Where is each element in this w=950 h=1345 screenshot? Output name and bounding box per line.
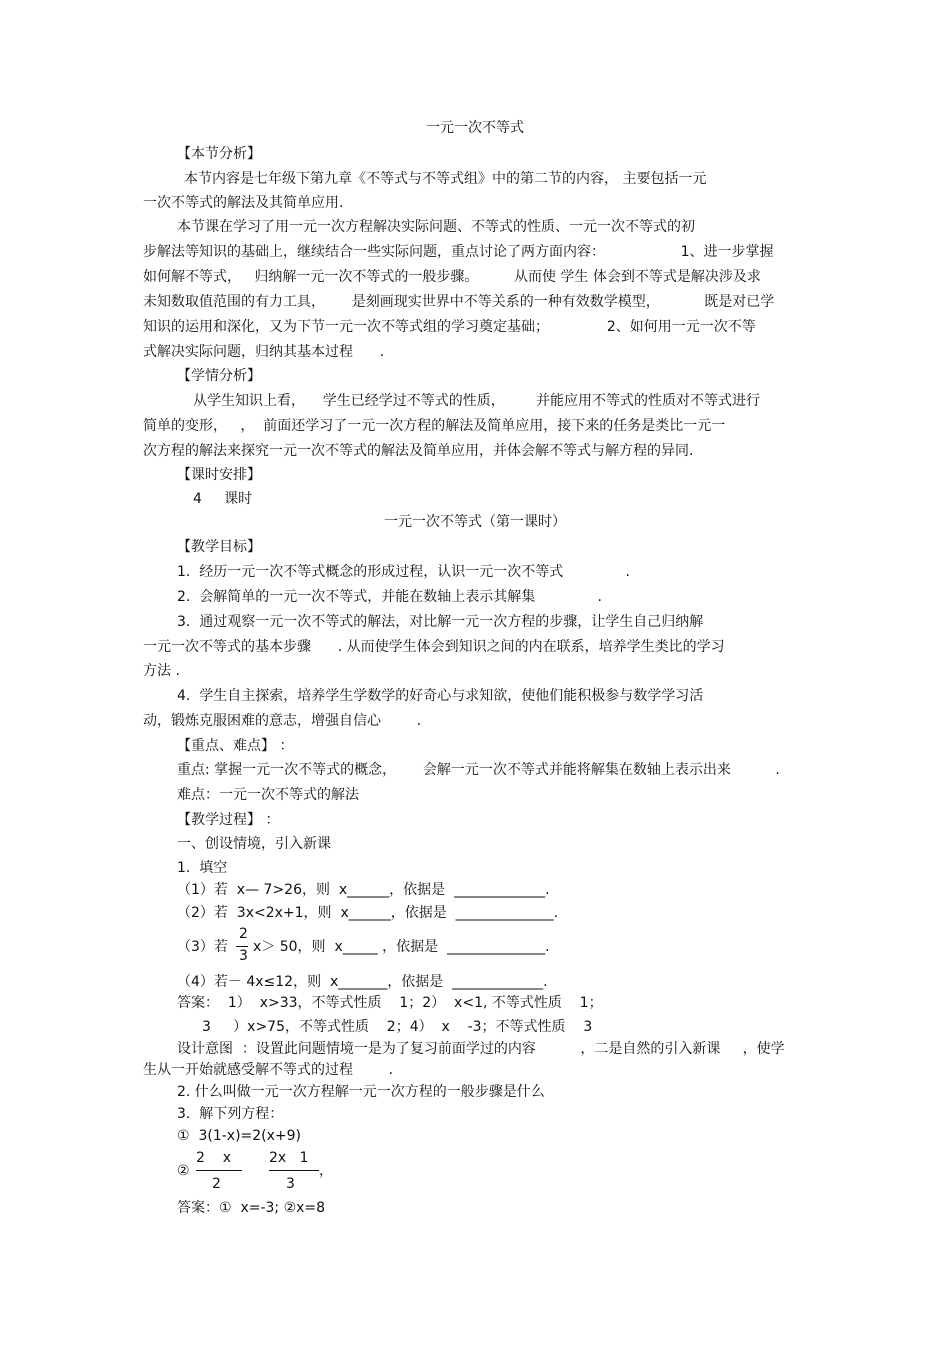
paragraph-line: 如何解不等式， 归纳解一元一次不等式的一般步骤。 从而使 学生 体会到不等式是解决涉及求 — [143, 269, 761, 285]
key-points-heading: 【重点、难点】 ： — [177, 738, 294, 754]
question-label: 1. 填空 — [177, 860, 228, 876]
lesson-title: 一元一次不等式（第一课时） — [384, 514, 566, 530]
paragraph-line: 简单的变形， ， 前面还学习了一元一次方程的解法及简单应用，接下来的任务是类比一元一 — [143, 418, 726, 434]
paragraph-line: 知识的运用和深化，又为下节一元一次不等式组的学习奠定基础； 2、如何用一元一次不等 — [143, 319, 756, 335]
fraction-numerator: 2 — [239, 926, 248, 942]
fraction-bar — [196, 1170, 242, 1171]
equation-tail: ， — [319, 1163, 333, 1179]
equation-item: ① 3(1-x)=2(x+9) — [177, 1128, 302, 1144]
process-part-title: 一、创设情境，引入新课 — [177, 836, 331, 852]
question-item: （2）若 3x<2x+1，则 x______，依据是 ______________. — [177, 905, 559, 921]
paragraph-line: 本节内容是七年级下第九章《不等式与不等式组》中的第二节的内容， 主要包括一元 — [184, 171, 707, 187]
paragraph-line: 一次不等式的解法及其简单应用. — [143, 195, 344, 211]
paragraph-line: 次方程的解法来探究一元一次不等式的解法及简单应用，并体会解不等式与解方程的异同. — [143, 443, 694, 459]
fraction-denominator: 3 — [286, 1176, 295, 1192]
fraction-numerator: 2 x — [196, 1150, 231, 1166]
schedule-heading: 【课时安排】 — [177, 467, 261, 483]
goal-item: 4. 学生自主探索，培养学生学数学的好奇心与求知欲，使他们能积极参与数学学习活 — [177, 688, 704, 704]
goal-item: 2. 会解简单的一元一次不等式，并能在数轴上表示其解集 . — [177, 589, 603, 605]
goal-item: 1. 经历一元一次不等式概念的形成过程，认识一元一次不等式 . — [177, 564, 631, 580]
goal-item: 一元一次不等式的基本步骤 . 从而使学生体会到知识之间的内在联系，培养学生类比的学习 — [143, 639, 725, 655]
question-item: 2. 什么叫做一元一次方程解一元一次方程的一般步骤是什么 — [177, 1084, 545, 1100]
goals-heading: 【教学目标】 — [177, 539, 261, 555]
equation-marker: ② — [177, 1163, 190, 1179]
student-analysis-heading: 【学情分析】 — [177, 368, 261, 384]
answer-line: 3 ）x>75，不等式性质 2；4） x -3；不等式性质 3 — [202, 1019, 593, 1035]
page-title: 一元一次不等式 — [426, 120, 524, 136]
goal-item: 动，锻炼克服困难的意志，增强自信心 . — [143, 713, 422, 729]
paragraph-line: 步解法等知识的基础上，继续结合一些实际问题，重点讨论了两方面内容： 1、进一步掌握 — [143, 244, 774, 260]
fraction-denominator: 3 — [239, 948, 248, 964]
design-intent-line: 设计意图 ：设置此问题情境一是为了复习前面学过的内容 ，二是自然的引入新课 ，使学 — [177, 1041, 785, 1057]
question-item-suffix: x＞ 50，则 x_____ ，依据是 ______________. — [253, 939, 550, 955]
fraction-bar — [236, 946, 248, 947]
goal-item: 3. 通过观察一元一次不等式的解法，对比解一元一次方程的步骤，让学生自己归纳解 — [177, 614, 704, 630]
paragraph-line: 本节课在学习了用一元一次方程解决实际问题、不等式的性质、一元一次不等式的初 — [177, 219, 695, 235]
paragraph-line: 未知数取值范围的有力工具， 是刻画现实世界中不等关系的一种有效数学模型， 既是对已学 — [143, 294, 775, 310]
paragraph-line: 式解决实际问题，归纳其基本过程 . — [143, 344, 385, 360]
answer-line: 答案： 1） x>33，不等式性质 1；2） x<1, 不等式性质 1； — [177, 995, 603, 1011]
section-analysis-heading: 【本节分析】 — [177, 146, 261, 162]
fraction-denominator: 2 — [212, 1176, 221, 1192]
question-item: （1）若 x— 7>26，则 x______，依据是 _____________. — [177, 882, 550, 898]
question-item: （4）若－ 4x≤12，则 x_______，依据是 _____________. — [177, 974, 548, 990]
key-point: 重点: 掌握一元一次不等式的概念， 会解一元一次不等式并能将解集在数轴上表示出来 . — [177, 762, 780, 778]
paragraph-line: 从学生知识上看， 学生已经学过不等式的性质， 并能应用不等式的性质对不等式进行 — [193, 393, 760, 409]
schedule-value: 4 课时 — [193, 491, 253, 507]
goal-item: 方法 . — [143, 663, 180, 679]
fraction-numerator: 2x 1 — [269, 1150, 309, 1166]
question-item-prefix: （3）若 — [177, 939, 228, 955]
process-heading: 【教学过程】 ： — [177, 812, 280, 828]
design-intent-line: 生从一开始就感受解不等式的过程 . — [143, 1062, 394, 1078]
fraction-bar — [269, 1170, 319, 1171]
answer-line: 答案：① x=-3; ②x=8 — [177, 1200, 326, 1216]
difficult-point: 难点：一元一次不等式的解法 — [177, 787, 359, 803]
question-item: 3. 解下列方程： — [177, 1106, 284, 1122]
